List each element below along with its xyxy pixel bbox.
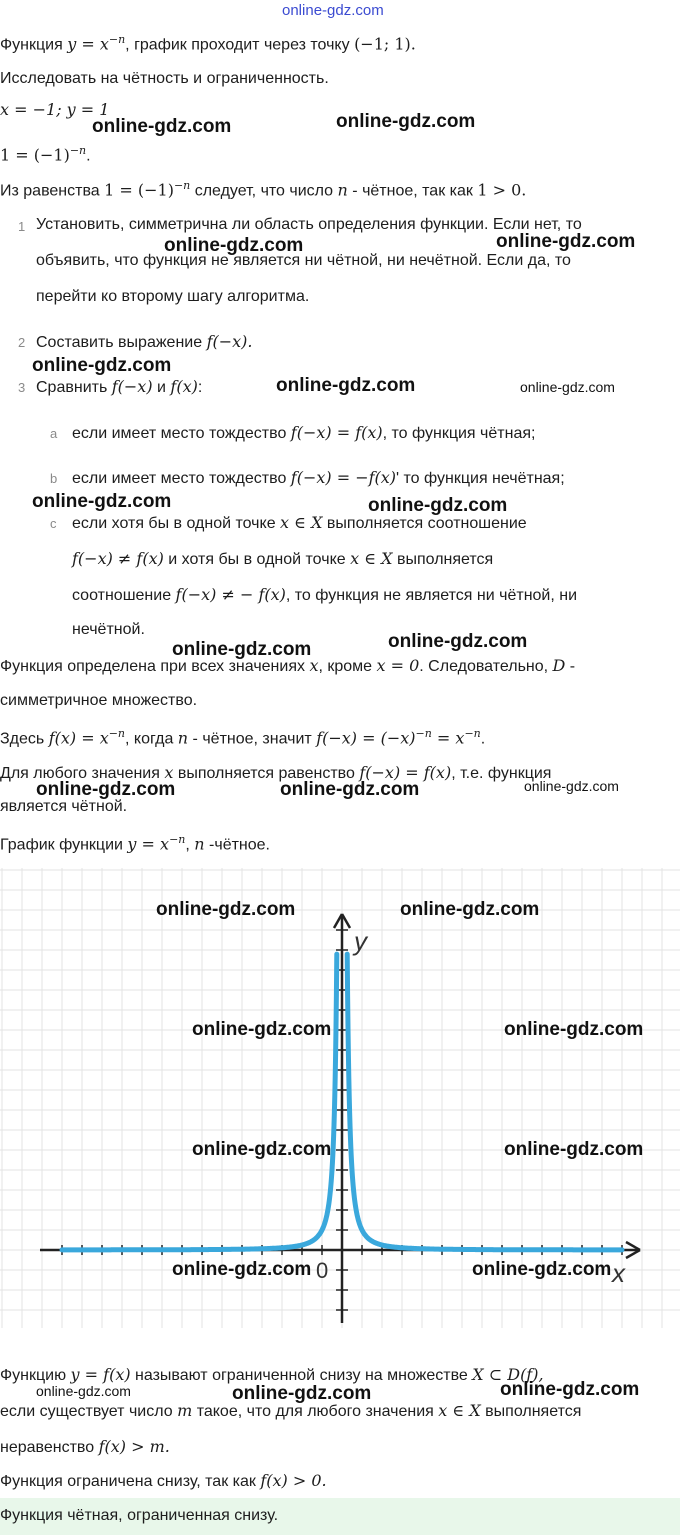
watermark: online-gdz.com [500,1379,640,1400]
substep-mark: b [50,471,58,486]
substep-text: нечётной. [72,621,145,638]
watermark: online-gdz.com [504,1019,644,1040]
watermark: online-gdz.com [280,779,420,800]
step-number: 1 [18,219,26,234]
domain-line: Функция определена при всех значениях x, кроме x = 0. Следовательно, D - [0,656,576,675]
y-axis-label: y [354,926,367,956]
curve-left-branch [62,954,337,1250]
watermark: online-gdz.com [520,379,615,395]
watermark: online-gdz.com [172,1259,312,1280]
step-number: 3 [18,380,26,395]
definition-line: неравенство f(x) > m. [0,1437,170,1456]
step-number: 2 [18,335,26,350]
definition-line: Функцию y = f(x) называют ограниченной снизу на множестве X ⊂ D(f), [0,1365,544,1384]
substep-text: если хотя бы в одной точке x ∈ X выполняется соотношение [72,513,527,532]
watermark: online-gdz.com [192,1139,332,1160]
watermark: online-gdz.com [232,1383,372,1404]
substep-text: f(−x) ≠ f(x) и хотя бы в одной точке x ∈ X выполняется [72,549,494,568]
watermark: online-gdz.com [368,495,508,516]
watermark: online-gdz.com [276,375,416,396]
substep-mark: c [50,516,57,531]
substep-text: соотношение f(−x) ≠ − f(x), то функция не является ни чётной, ни [72,585,578,604]
even-result-line: Для любого значения x выполняется равенство f(−x) = f(x), т.е. функция [0,763,552,782]
domain-line: симметричное множество. [0,692,198,709]
watermark: online-gdz.com [524,778,619,794]
step-text: Составить выражение f(−x). [36,332,253,351]
watermark: online-gdz.com [32,491,172,512]
equation-line: $1 = (-1)^{-n}$. [0,144,91,165]
watermark-top: online-gdz.com [282,2,384,19]
watermark: online-gdz.com [388,631,528,652]
substep-text: если имеет место тождество f(−x) = f(x), то функция чётная; [72,423,536,442]
bounded-result: Функция ограничена снизу, так как f(x) > 0. [0,1471,327,1490]
watermark: online-gdz.com [36,779,176,800]
substep-mark: a [50,426,58,441]
origin-label: 0 [316,1258,329,1283]
graph-caption: График функции $y = x^{-n}$, n -чётное. [0,833,270,854]
x-axis-label: x [612,1258,625,1288]
curve-right-branch [347,954,622,1250]
point-line: x = −1; y = 1 [0,100,110,119]
conclusion-text: Функция чётная, ограниченная снизу. [0,1507,279,1524]
substep-text: если имеет место тождество f(−x) = −f(x)' то функция нечётная; [72,468,565,487]
even-result-line: является чётной. [0,798,128,815]
step-text: перейти ко второму шагу алгоритма. [36,288,310,305]
step-text: Установить, симметрична ли область определения функции. Если нет, то [36,216,582,233]
conclusion-box [0,1498,680,1535]
step-text: Сравнить f(−x) и f(x): [36,377,203,396]
watermark: online-gdz.com [504,1139,644,1160]
watermark: online-gdz.com [36,1383,131,1399]
watermark: online-gdz.com [192,1019,332,1040]
intro-line: Функция $y = x^{-n}$, график проходит через точку (−1; 1). [0,33,416,54]
watermark: online-gdz.com [164,235,304,256]
step-text: объявить, что функция не является ни чётной, ни нечётной. Если да, то [36,252,571,269]
watermark: online-gdz.com [472,1259,612,1280]
watermark: online-gdz.com [172,639,312,660]
watermark: online-gdz.com [400,899,540,920]
watermark: online-gdz.com [496,231,636,252]
definition-line: если существует число m такое, что для любого значения x ∈ X выполняется [0,1401,582,1420]
watermark: online-gdz.com [32,355,172,376]
watermark: online-gdz.com [92,116,232,137]
watermark: online-gdz.com [156,899,296,920]
watermark: online-gdz.com [336,111,476,132]
task-line: Исследовать на чётность и ограниченность. [0,70,329,87]
even-check-line: Здесь $f(x) = x^{-n}$, когда n - чётное, значит $f(-x) = (-x)^{-n} = x^{-n}$. [0,727,486,748]
parity-line: Из равенства $1 = (-1)^{-n}$ следует, что число n - чётное, так как 1 > 0. [0,179,527,200]
